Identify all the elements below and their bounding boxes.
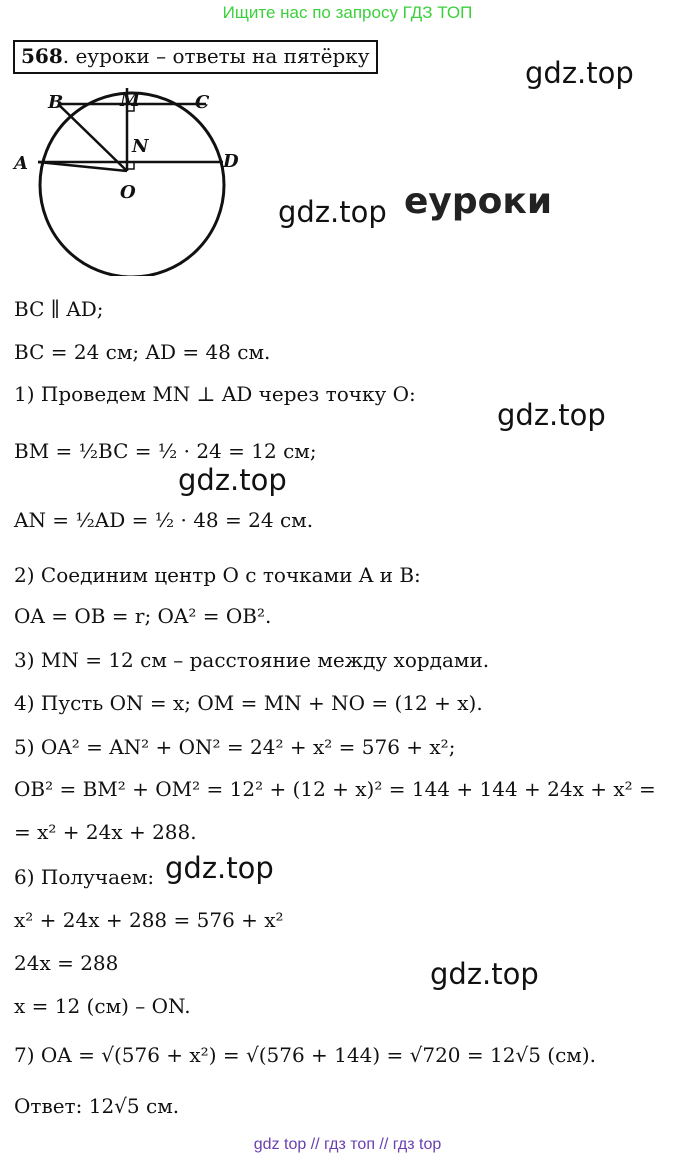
watermark: gdz.top — [525, 56, 634, 90]
watermark: gdz.top — [497, 398, 606, 432]
top-banner[interactable]: Ищите нас по запросу ГДЗ ТОП — [222, 3, 473, 22]
solution-line: BC ∥ AD; — [14, 297, 104, 321]
solution-line: x = 12 (см) – ON. — [14, 994, 191, 1018]
solution-line: 2) Соединим центр O с точками A и B: — [14, 563, 421, 587]
watermark: gdz.top — [178, 463, 287, 497]
task-header — [13, 40, 378, 74]
brand-watermark: еуроки — [404, 181, 553, 222]
task-title: . еуроки – ответы на пятёрку — [62, 44, 370, 68]
solution-line: x² + 24x + 288 = 576 + x² — [14, 908, 284, 932]
task-number: 568 — [21, 44, 63, 68]
solution-line: 6) Получаем: — [14, 865, 155, 889]
label-a: A — [14, 153, 28, 174]
solution-line: 5) OA² = AN² + ON² = 24² + x² = 576 + x²; — [14, 735, 456, 759]
watermark: gdz.top — [278, 195, 387, 229]
label-o: O — [120, 182, 136, 203]
solution-line: OA = OB = r; OA² = OB². — [14, 604, 272, 628]
label-m: M — [120, 90, 140, 111]
watermark: gdz.top — [430, 957, 539, 991]
answer-line: Ответ: 12√5 см. — [14, 1094, 180, 1118]
label-n: N — [132, 136, 149, 157]
solution-line: 1) Проведем MN ⊥ AD через точку O: — [14, 382, 416, 406]
solution-line: AN = ½AD = ½ · 48 = 24 см. — [14, 508, 314, 532]
label-c: C — [195, 92, 210, 113]
footer-links[interactable]: gdz top // гдз топ // гдз top — [253, 1136, 442, 1153]
solution-line: 7) OA = √(576 + x²) = √(576 + 144) = √720 = 12√5 (см). — [14, 1043, 596, 1067]
solution-line: 3) MN = 12 см – расстояние между хордами. — [14, 648, 490, 672]
solution-line: 4) Пусть ON = x; OM = MN + NO = (12 + x). — [14, 691, 483, 715]
circle-figure — [10, 84, 250, 276]
segment-oa — [38, 162, 127, 171]
label-b: B — [48, 92, 64, 113]
solution-line: 24x = 288 — [14, 951, 119, 975]
watermark: gdz.top — [165, 851, 274, 885]
solution-line: BM = ½BC = ½ · 24 = 12 см; — [14, 439, 317, 463]
label-d: D — [223, 151, 239, 172]
solution-line: = x² + 24x + 288. — [14, 820, 197, 844]
solution-line: BC = 24 см; AD = 48 см. — [14, 340, 271, 364]
solution-line: OB² = BM² + OM² = 12² + (12 + x)² = 144 + 144 + 24x + x² = — [14, 777, 656, 801]
